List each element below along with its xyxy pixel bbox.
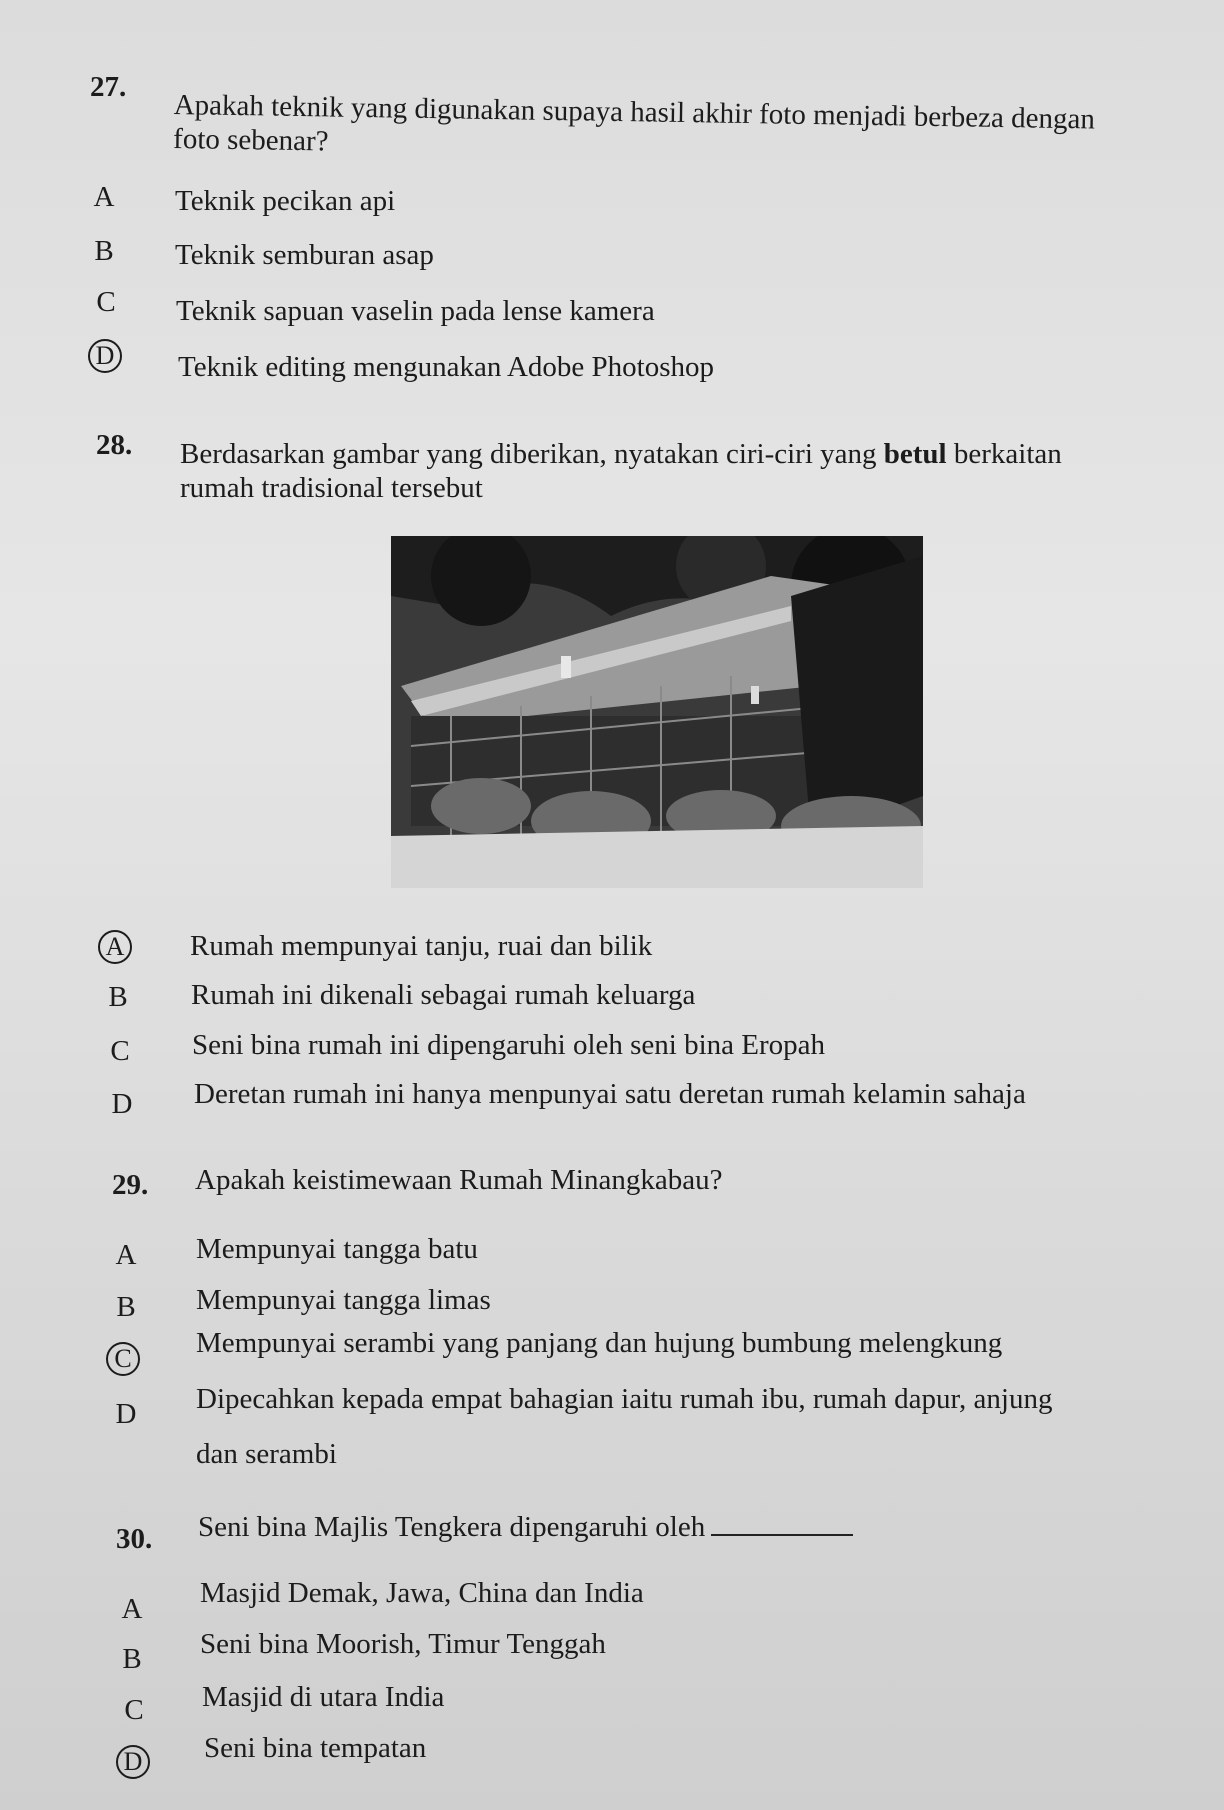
traditional-house-photo bbox=[391, 536, 923, 888]
question-28-emphasis: betul bbox=[883, 438, 947, 470]
q30-option-a-text: Masjid Demak, Jawa, China dan India bbox=[200, 1577, 644, 1609]
question-27-number: 27. bbox=[90, 71, 127, 103]
q27-option-d-letter-circled[interactable]: D bbox=[88, 339, 122, 373]
q29-option-d-text: Dipecahkan kepada empat bahagian iaitu rumah ibu, rumah dapur, anjung bbox=[196, 1383, 1053, 1415]
q27-option-b-text: Teknik semburan asap bbox=[175, 239, 434, 271]
q30-option-b-letter[interactable]: B bbox=[122, 1643, 142, 1675]
q29-option-b-letter[interactable]: B bbox=[116, 1291, 136, 1323]
q27-option-b-letter[interactable]: B bbox=[94, 235, 114, 267]
q29-option-d-continuation: dan serambi bbox=[196, 1438, 337, 1470]
q30-option-d-letter-circled[interactable]: D bbox=[116, 1745, 150, 1779]
question-28-text-part2: berkaitan rumah tradisional tersebut bbox=[180, 438, 1062, 504]
q30-option-d-text: Seni bina tempatan bbox=[204, 1732, 427, 1764]
question-28-number: 28. bbox=[96, 429, 133, 461]
q28-option-c-text: Seni bina rumah ini dipengaruhi oleh seni bina Eropah bbox=[192, 1029, 826, 1061]
q27-option-c-letter[interactable]: C bbox=[96, 286, 116, 318]
q28-option-d-letter[interactable]: D bbox=[111, 1088, 133, 1120]
q28-option-a-text: Rumah mempunyai tanju, ruai dan bilik bbox=[190, 930, 653, 962]
q27-option-c-text: Teknik sapuan vaselin pada lense kamera bbox=[176, 295, 655, 327]
q30-option-c-text: Masjid di utara India bbox=[202, 1681, 445, 1713]
question-27-text: Apakah teknik yang digunakan supaya hasil akhir foto menjadi berbeza dengan foto sebenar? bbox=[172, 88, 1096, 158]
q29-option-c-text: Mempunyai serambi yang panjang dan hujung bumbung melengkung bbox=[196, 1327, 1003, 1359]
q28-option-b-text: Rumah ini dikenali sebagai rumah keluarga bbox=[191, 979, 696, 1011]
q29-option-a-text: Mempunyai tangga batu bbox=[196, 1233, 478, 1265]
question-30-text-label: Seni bina Majlis Tengkera dipengaruhi oleh bbox=[198, 1511, 706, 1543]
q30-option-a-letter[interactable]: A bbox=[121, 1593, 143, 1625]
q30-option-c-letter[interactable]: C bbox=[124, 1694, 144, 1726]
q30-option-b-text: Seni bina Moorish, Timur Tenggah bbox=[200, 1628, 606, 1660]
question-30-answer-blank[interactable] bbox=[711, 1532, 853, 1536]
q28-option-a-letter-circled[interactable]: A bbox=[98, 930, 132, 964]
q27-option-a-letter[interactable]: A bbox=[93, 181, 115, 213]
q28-option-d-text: Deretan rumah ini hanya menpunyai satu deretan rumah kelamin sahaja bbox=[194, 1078, 1026, 1110]
q28-option-c-letter[interactable]: C bbox=[110, 1035, 130, 1067]
question-29-number: 29. bbox=[112, 1169, 149, 1201]
q29-option-b-text: Mempunyai tangga limas bbox=[196, 1284, 491, 1316]
q27-option-d-text: Teknik editing mengunakan Adobe Photoshop bbox=[178, 351, 715, 383]
q27-option-a-text: Teknik pecikan api bbox=[175, 185, 396, 217]
q29-option-d-letter[interactable]: D bbox=[115, 1398, 137, 1430]
question-30-number: 30. bbox=[116, 1523, 153, 1555]
question-28-text-part1: Berdasarkan gambar yang diberikan, nyatakan ciri-ciri yang bbox=[180, 438, 884, 470]
question-29-text: Apakah keistimewaan Rumah Minangkabau? bbox=[195, 1164, 723, 1196]
q28-option-b-letter[interactable]: B bbox=[108, 981, 128, 1013]
question-30-text bbox=[198, 1510, 1018, 1544]
q29-option-c-letter-circled[interactable]: C bbox=[106, 1342, 140, 1376]
q29-option-a-letter[interactable]: A bbox=[115, 1239, 137, 1271]
question-28-text bbox=[180, 437, 1100, 505]
